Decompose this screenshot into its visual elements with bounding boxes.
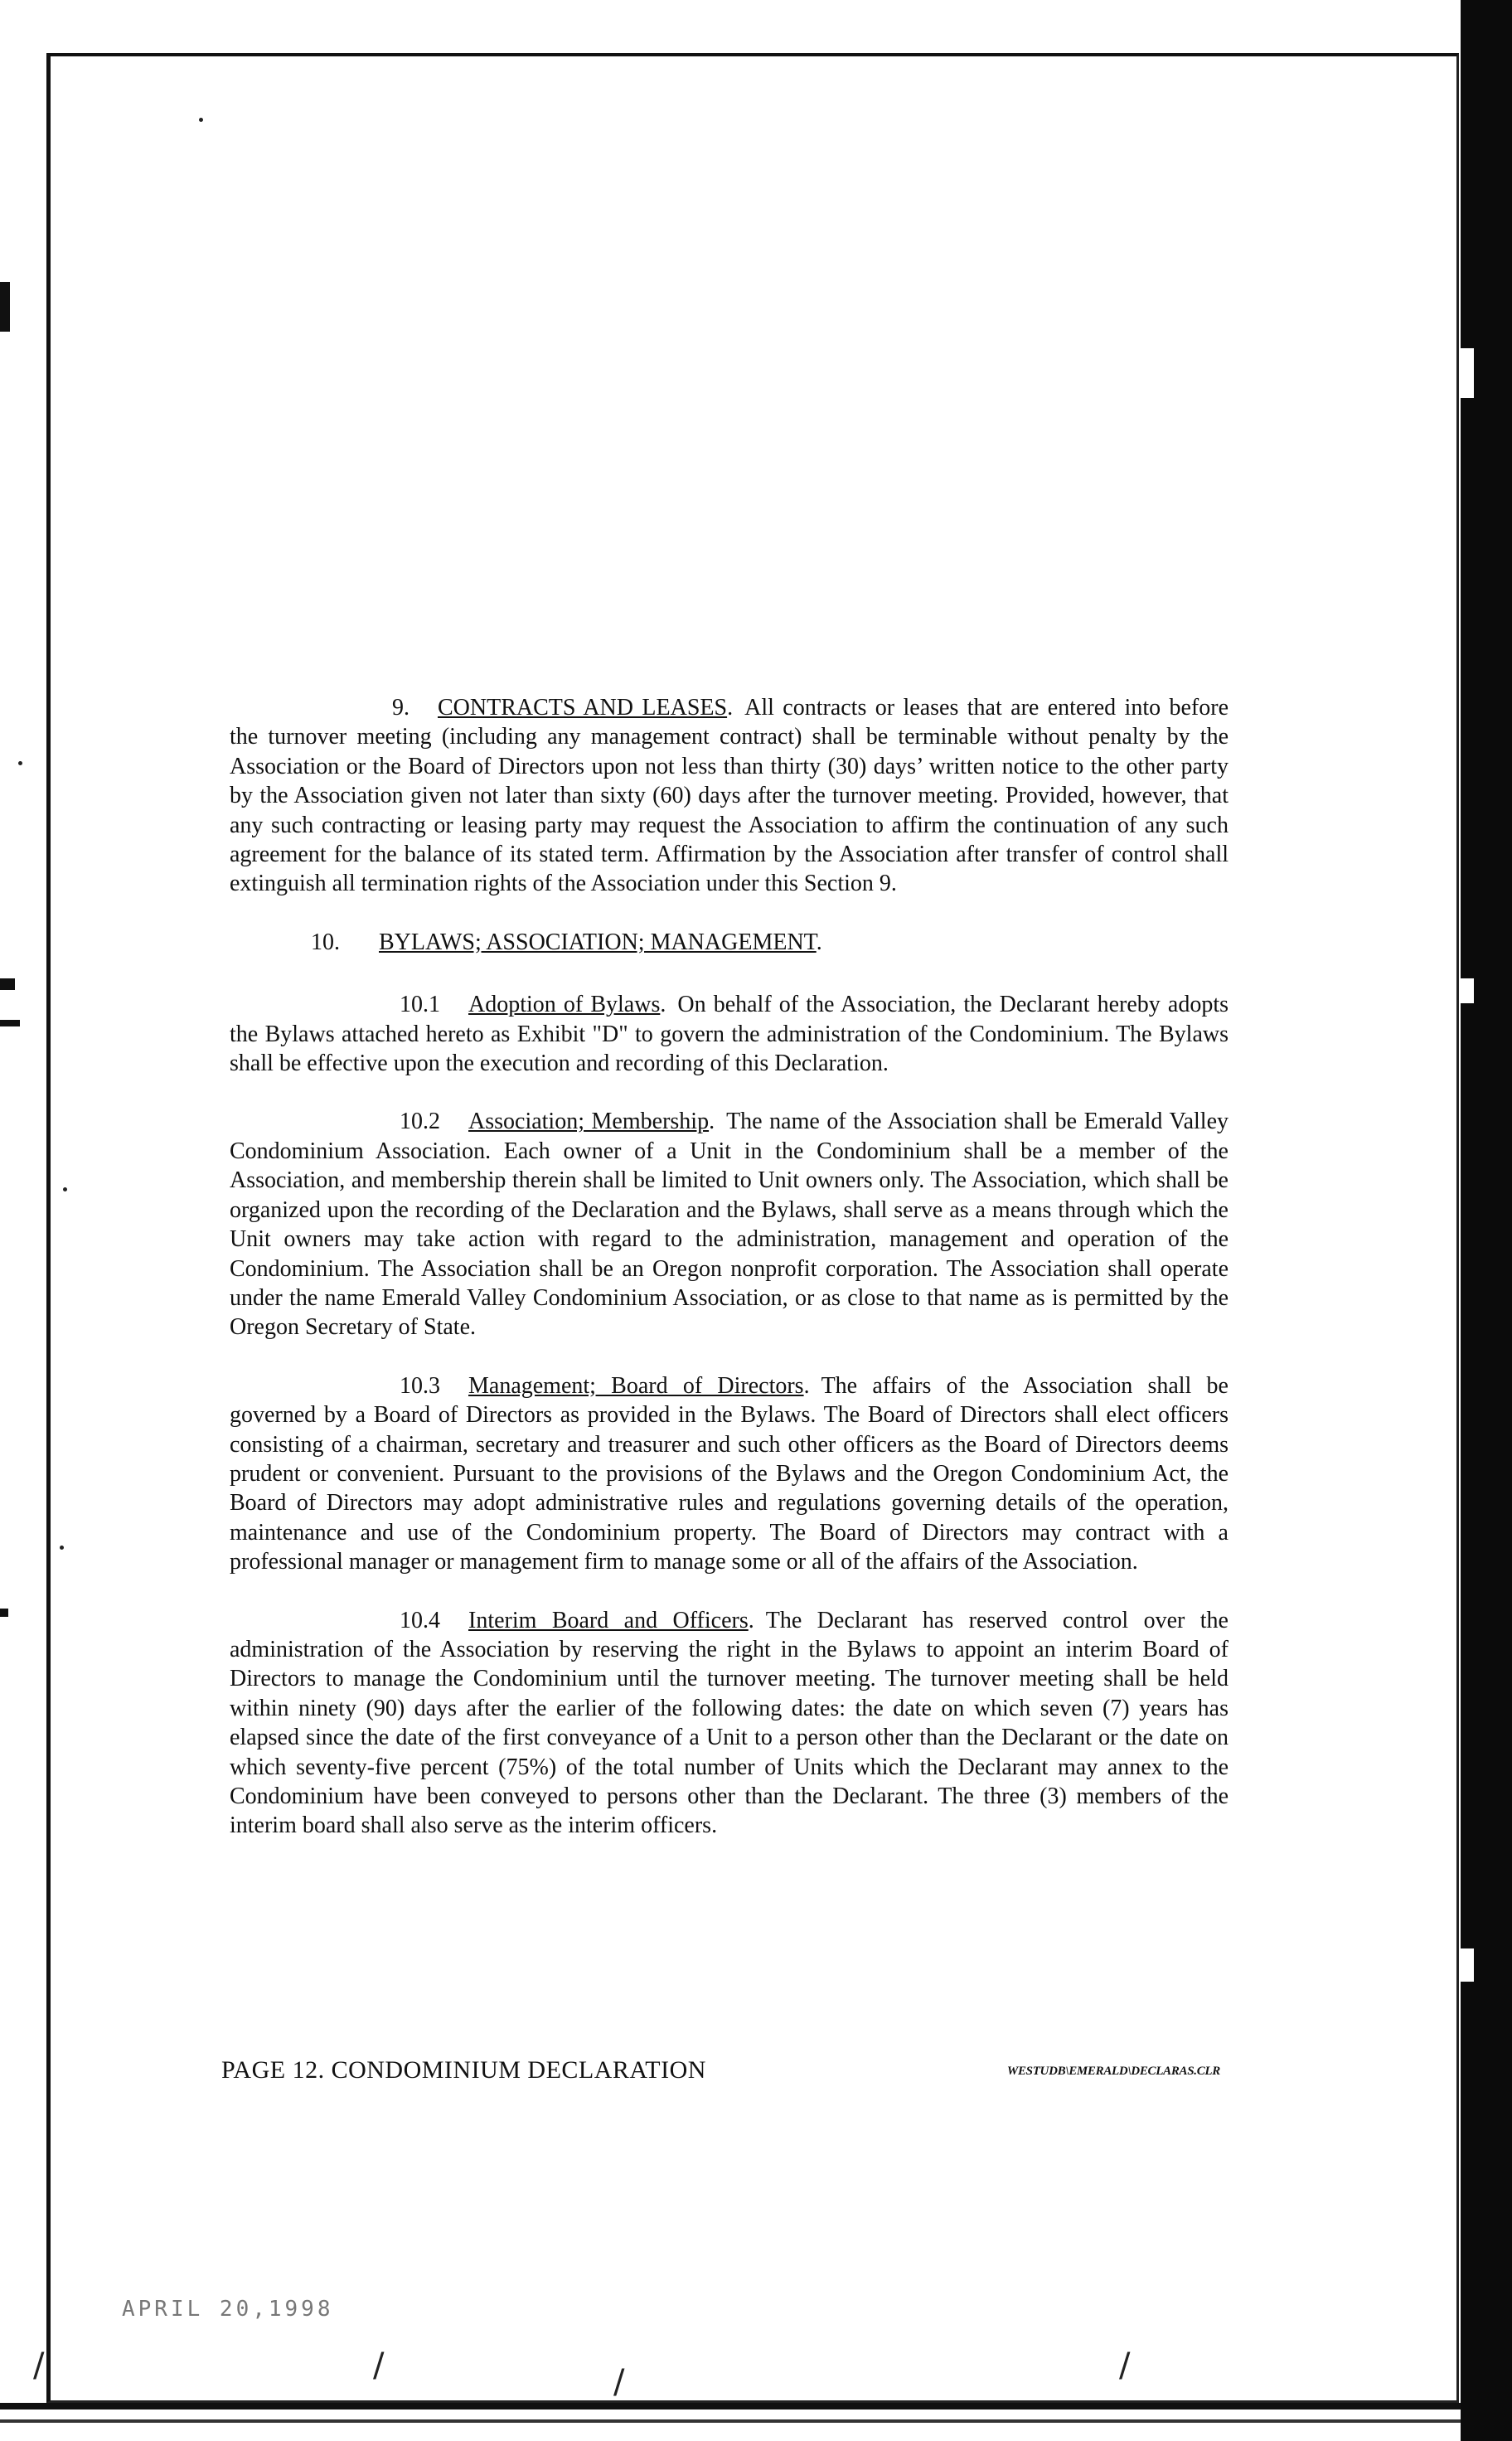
- subsection-number: 10.2: [400, 1109, 440, 1135]
- section-heading: CONTRACTS AND LEASES: [438, 695, 728, 721]
- scan-edge-mark: [0, 978, 15, 990]
- section-9-paragraph: 9. CONTRACTS AND LEASES. All contracts or leases that are entered into before the turnover meeting (including any management contract) shall be terminable without penalty by the Association or the Board of Directors upon not less than thirty (30) days’ written notice to the other party by the Association given not later than sixty (60) days after the turnover meeting. Provided, however, that any such contracting or leasing party may request the Association to affirm the continuation of any such agreement for the balance of its stated term. Affirmation by the Association after transfer of control shall extinguish all termination rights of the Association under this Section 9.: [230, 695, 1229, 897]
- section-body: All contracts or leases that are entered into before the turnover meeting (including any management contract) shall be terminable without penalty by the Association or the Board of Directors upon not less than thirty (30) days’ written notice to the other party by the Association given not later than sixty (60) days after the turnover meeting. Provided, however, that any such contracting or leasing party may request the Association to affirm the continuation of any such agreement for the balance of its stated term. Affirmation by the Association after transfer of control shall extinguish all termination rights of the Association under this Section 9.: [230, 695, 1229, 897]
- subsection-heading: Interim Board and Officers: [468, 1607, 749, 1633]
- subsection-body: On behalf of the Association, the Declarant hereby adopts the Bylaws attached hereto as Exhibit "D" to govern the administration of the Condominium. The Bylaws shall be effective upon the execution and recording of this Declaration.: [230, 992, 1228, 1077]
- scan-scratch: /: [613, 2363, 625, 2401]
- subsection-10-1: 10.1 Adoption of Bylaws. On behalf of the Association, the Declarant hereby adopts the Bylaws attached hereto as Exhibit "D" to govern the administration of the Condominium. The Bylaws shall be effective upon the execution and recording of this Declaration.: [230, 992, 1228, 1077]
- section-number: 9.: [392, 695, 410, 721]
- subsection-number: 10.3: [400, 1372, 440, 1399]
- file-path: WESTUDB\EMERALD\DECLARAS.CLR: [1006, 2065, 1220, 2078]
- subsection-heading: Management; Board of Directors: [468, 1372, 804, 1399]
- scan-scratch: /: [33, 2346, 45, 2385]
- scan-bottom-line: [0, 2419, 1461, 2423]
- scan-edge-mark: [0, 1020, 20, 1026]
- subsection-10-4: 10.4 Interim Board and Officers. The Declarant has reserved control over the administration of the Association by reserving the right in the Bylaws to appoint an interim Board of Directors to manage the Condominium until the turnover meeting. The turnover meeting shall be held within ninety (90) days after the earlier of the following dates: the date on which seven (7) years has elapsed since the date of the first conveyance of a Unit to a person other than the Declarant or the date on which seventy-five percent (75%) of the total number of Units which the Declarant may annex to the Condominium have been conveyed to persons other than the Declarant. The three (3) members of the interim board shall also serve as the interim officers.: [230, 1607, 1228, 1839]
- subsection-heading: Adoption of Bylaws: [468, 992, 661, 1018]
- subsection-10-3: 10.3 Management; Board of Directors. The affairs of the Association shall be governed by a Board of Directors as provided in the Bylaws. The Board of Directors shall elect officers consisting of a chairman, secretary and treasurer and such other officers as the Board of Directors deems prudent or convenient. Pursuant to the provisions of the Bylaws and the Oregon Condominium Act, the Board of Directors may adopt administrative rules and regulations governing details of the operation, maintenance and use of the Condominium property. The Board of Directors may contract with a professional manager or management firm to manage some or all of the affairs of the Association.: [230, 1372, 1228, 1575]
- scan-speck: [18, 761, 22, 765]
- page-footer: [221, 2056, 1220, 2089]
- subsection-number: 10.1: [400, 992, 440, 1018]
- scan-speck: [60, 1546, 64, 1550]
- scan-top-margin: [0, 0, 1461, 10]
- subsection-body: The affairs of the Association shall be governed by a Board of Directors as provided in the Bylaws. The Board of Directors shall elect officers consisting of a chairman, secretary and treasurer and such other officers as the Board of Directors deems prudent or convenient. Pursuant to the provisions of the Bylaws and the Oregon Condominium Act, the Board of Directors may adopt administrative rules and regulations governing details of the operation, maintenance and use of the Condominium property. The Board of Directors may contract with a professional manager or management firm to manage some or all of the affairs of the Association.: [230, 1372, 1228, 1575]
- scan-bottom-edge: [0, 2403, 1461, 2409]
- scan-edge-mark: [0, 1609, 8, 1617]
- subsection-body: The name of the Association shall be Emerald Valley Condominium Association. Each owner of a Unit in the Condominium shall be a member of the Association, and membership therein shall be limited to Unit owners only. The Association, which shall be organized upon the recording of the Declaration and the Bylaws, shall serve as a means through which the Unit owners may take action with regard to the administration, management and operation of the Condominium. The Association shall be an Oregon nonprofit corporation. The Association shall operate under the name Emerald Valley Condominium Association, or as close to that name as is permitted by the Oregon Secretary of State.: [230, 1109, 1228, 1341]
- scan-speck: [199, 118, 203, 122]
- document-body: [230, 693, 1228, 1870]
- section-heading: BYLAWS; ASSOCIATION; MANAGEMENT: [379, 929, 817, 955]
- scan-scratch: /: [373, 2346, 385, 2385]
- subsection-number: 10.4: [400, 1607, 440, 1633]
- subsection-heading: Association; Membership: [468, 1109, 710, 1135]
- date-stamp: APRIL 20,1998: [122, 2297, 334, 2322]
- scan-edge-mark: [0, 282, 10, 332]
- section-10-heading: 10. BYLAWS; ASSOCIATION; MANAGEMENT.: [230, 928, 1228, 957]
- page-label: PAGE 12. CONDOMINIUM DECLARATION: [221, 2056, 706, 2084]
- subsection-10-2: 10.2 Association; Membership. The name of the Association shall be Emerald Valley Condominium Association. Each owner of a Unit in the Condominium shall be a member of the Association, and membership therein shall be limited to Unit owners only. The Association, which shall be organized upon the recording of the Declaration and the Bylaws, shall serve as a means through which the Unit owners may take action with regard to the administration, management and operation of the Condominium. The Association shall be an Oregon nonprofit corporation. The Association shall operate under the name Emerald Valley Condominium Association, or as close to that name as is permitted by the Oregon Secretary of State.: [230, 1109, 1228, 1341]
- subsection-body: The Declarant has reserved control over the administration of the Association by reserving the right in the Bylaws to appoint an interim Board of Directors to manage the Condominium until the turnover meeting. The turnover meeting shall be held within ninety (90) days after the earlier of the following dates: the date on which seven (7) years has elapsed since the date of the first conveyance of a Unit to a person other than the Declarant or the date on which seventy-five percent (75%) of the total number of Units which the Declarant may annex to the Condominium have been conveyed to persons other than the Declarant. The three (3) members of the interim board shall also serve as the interim officers.: [230, 1607, 1228, 1839]
- scan-speck: [63, 1187, 67, 1191]
- scan-dark-right-edge: [1461, 0, 1512, 2441]
- section-number: 10.: [311, 929, 340, 955]
- scan-scratch: /: [1119, 2346, 1131, 2385]
